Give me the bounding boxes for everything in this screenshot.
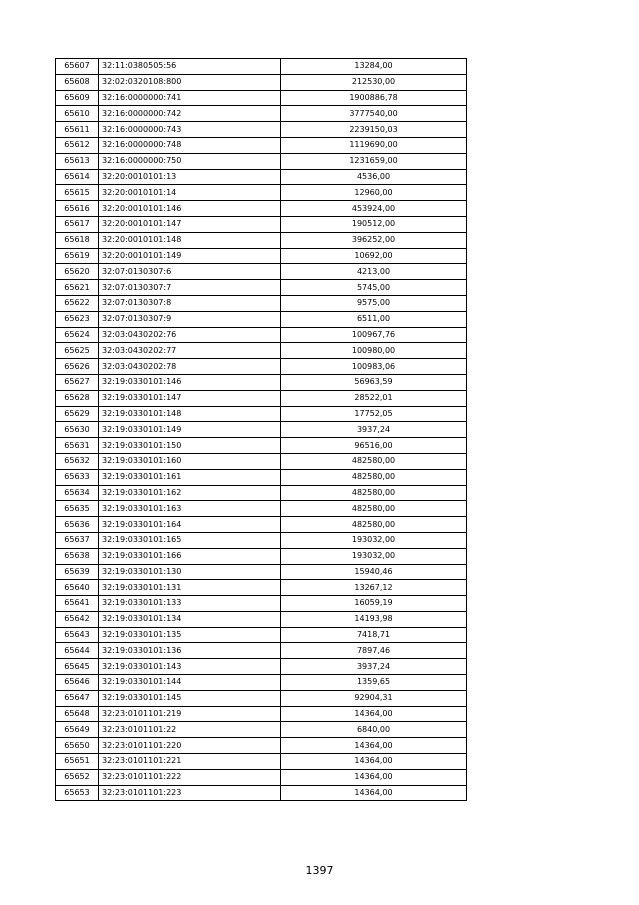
value-cell: 15940,46 — [281, 564, 467, 580]
cadastral-number-cell: 32:19:0330101:133 — [99, 596, 281, 612]
table-row — [56, 675, 467, 691]
cadastral-number-cell: 32:19:0330101:165 — [99, 532, 281, 548]
cadastral-number-cell: 32:20:0010101:14 — [99, 185, 281, 201]
row-number-cell: 65640 — [56, 580, 99, 596]
cadastral-number-cell: 32:03:0430202:77 — [99, 343, 281, 359]
value-cell: 3937,24 — [281, 659, 467, 675]
value-cell: 14364,00 — [281, 785, 467, 801]
value-cell: 28522,01 — [281, 390, 467, 406]
table-row — [56, 248, 467, 264]
cadastral-number-cell: 32:19:0330101:150 — [99, 438, 281, 454]
table-row — [56, 390, 467, 406]
row-number-cell: 65607 — [56, 59, 99, 75]
cadastral-number-cell: 32:03:0430202:76 — [99, 327, 281, 343]
row-number-cell: 65613 — [56, 153, 99, 169]
value-cell: 193032,00 — [281, 548, 467, 564]
cadastral-number-cell: 32:19:0330101:135 — [99, 627, 281, 643]
row-number-cell: 65643 — [56, 627, 99, 643]
cadastral-number-cell: 32:19:0330101:166 — [99, 548, 281, 564]
row-number-cell: 65638 — [56, 548, 99, 564]
cadastral-number-cell: 32:07:0130307:6 — [99, 264, 281, 280]
table-row — [56, 122, 467, 138]
row-number-cell: 65639 — [56, 564, 99, 580]
value-cell: 482580,00 — [281, 453, 467, 469]
table-row — [56, 295, 467, 311]
cadastral-number-cell: 32:19:0330101:131 — [99, 580, 281, 596]
value-cell: 14364,00 — [281, 769, 467, 785]
row-number-cell: 65648 — [56, 706, 99, 722]
value-cell: 2239150,03 — [281, 122, 467, 138]
row-number-cell: 65642 — [56, 611, 99, 627]
row-number-cell: 65611 — [56, 122, 99, 138]
table-row — [56, 722, 467, 738]
value-cell: 5745,00 — [281, 280, 467, 296]
table-row — [56, 106, 467, 122]
cadastral-number-cell: 32:19:0330101:130 — [99, 564, 281, 580]
cadastral-number-cell: 32:16:0000000:750 — [99, 153, 281, 169]
row-number-cell: 65635 — [56, 501, 99, 517]
row-number-cell: 65633 — [56, 469, 99, 485]
table-row — [56, 137, 467, 153]
table-row — [56, 785, 467, 801]
row-number-cell: 65625 — [56, 343, 99, 359]
value-cell: 396252,00 — [281, 232, 467, 248]
row-number-cell: 65609 — [56, 90, 99, 106]
row-number-cell: 65636 — [56, 517, 99, 533]
cadastral-number-cell: 32:20:0010101:147 — [99, 216, 281, 232]
table-row — [56, 769, 467, 785]
row-number-cell: 65629 — [56, 406, 99, 422]
cadastral-number-cell: 32:20:0010101:149 — [99, 248, 281, 264]
cadastral-number-cell: 32:19:0330101:145 — [99, 690, 281, 706]
cadastral-number-cell: 32:23:0101101:221 — [99, 754, 281, 770]
value-cell: 92904,31 — [281, 690, 467, 706]
table-row — [56, 216, 467, 232]
row-number-cell: 65619 — [56, 248, 99, 264]
value-cell: 4536,00 — [281, 169, 467, 185]
table-row — [56, 517, 467, 533]
row-number-cell: 65646 — [56, 675, 99, 691]
cadastral-number-cell: 32:19:0330101:134 — [99, 611, 281, 627]
table-row — [56, 706, 467, 722]
row-number-cell: 65634 — [56, 485, 99, 501]
cadastral-number-cell: 32:19:0330101:161 — [99, 469, 281, 485]
row-number-cell: 65614 — [56, 169, 99, 185]
row-number-cell: 65627 — [56, 374, 99, 390]
row-number-cell: 65618 — [56, 232, 99, 248]
value-cell: 3937,24 — [281, 422, 467, 438]
cadastral-number-cell: 32:23:0101101:22 — [99, 722, 281, 738]
table-row — [56, 232, 467, 248]
table-row — [56, 690, 467, 706]
value-cell: 453924,00 — [281, 201, 467, 217]
row-number-cell: 65651 — [56, 754, 99, 770]
cadastral-number-cell: 32:19:0330101:148 — [99, 406, 281, 422]
table-row — [56, 327, 467, 343]
registry-table — [55, 58, 467, 801]
row-number-cell: 65628 — [56, 390, 99, 406]
row-number-cell: 65622 — [56, 295, 99, 311]
row-number-cell: 65615 — [56, 185, 99, 201]
row-number-cell: 65623 — [56, 311, 99, 327]
row-number-cell: 65645 — [56, 659, 99, 675]
row-number-cell: 65644 — [56, 643, 99, 659]
value-cell: 17752,05 — [281, 406, 467, 422]
table-row — [56, 611, 467, 627]
cadastral-number-cell: 32:23:0101101:223 — [99, 785, 281, 801]
value-cell: 14193,98 — [281, 611, 467, 627]
cadastral-number-cell: 32:19:0330101:146 — [99, 374, 281, 390]
cadastral-number-cell: 32:07:0130307:8 — [99, 295, 281, 311]
cadastral-number-cell: 32:16:0000000:741 — [99, 90, 281, 106]
row-number-cell: 65630 — [56, 422, 99, 438]
value-cell: 482580,00 — [281, 485, 467, 501]
cadastral-number-cell: 32:16:0000000:742 — [99, 106, 281, 122]
row-number-cell: 65631 — [56, 438, 99, 454]
value-cell: 12960,00 — [281, 185, 467, 201]
cadastral-number-cell: 32:19:0330101:162 — [99, 485, 281, 501]
cadastral-number-cell: 32:20:0010101:13 — [99, 169, 281, 185]
cadastral-number-cell: 32:03:0430202:78 — [99, 359, 281, 375]
table-row — [56, 374, 467, 390]
row-number-cell: 65620 — [56, 264, 99, 280]
value-cell: 9575,00 — [281, 295, 467, 311]
cadastral-number-cell: 32:19:0330101:143 — [99, 659, 281, 675]
table-row — [56, 422, 467, 438]
table-row — [56, 501, 467, 517]
table-row — [56, 596, 467, 612]
document-sheet — [55, 58, 466, 801]
row-number-cell: 65616 — [56, 201, 99, 217]
table-row — [56, 359, 467, 375]
cadastral-number-cell: 32:19:0330101:163 — [99, 501, 281, 517]
row-number-cell: 65632 — [56, 453, 99, 469]
value-cell: 10692,00 — [281, 248, 467, 264]
table-row — [56, 343, 467, 359]
registry-table-body — [56, 59, 467, 801]
row-number-cell: 65653 — [56, 785, 99, 801]
table-row — [56, 153, 467, 169]
row-number-cell: 65608 — [56, 74, 99, 90]
table-row — [56, 280, 467, 296]
row-number-cell: 65650 — [56, 738, 99, 754]
row-number-cell: 65652 — [56, 769, 99, 785]
value-cell: 482580,00 — [281, 501, 467, 517]
value-cell: 56963,59 — [281, 374, 467, 390]
table-row — [56, 754, 467, 770]
table-row — [56, 564, 467, 580]
page-number: 1397 — [305, 864, 334, 877]
cadastral-number-cell: 32:20:0010101:148 — [99, 232, 281, 248]
value-cell: 100967,76 — [281, 327, 467, 343]
row-number-cell: 65624 — [56, 327, 99, 343]
value-cell: 7897,46 — [281, 643, 467, 659]
cadastral-number-cell: 32:23:0101101:220 — [99, 738, 281, 754]
cadastral-number-cell: 32:07:0130307:7 — [99, 280, 281, 296]
row-number-cell: 65610 — [56, 106, 99, 122]
value-cell: 6511,00 — [281, 311, 467, 327]
table-row — [56, 264, 467, 280]
value-cell: 212530,00 — [281, 74, 467, 90]
table-row — [56, 438, 467, 454]
row-number-cell: 65649 — [56, 722, 99, 738]
row-number-cell: 65617 — [56, 216, 99, 232]
value-cell: 1359,65 — [281, 675, 467, 691]
cadastral-number-cell: 32:19:0330101:164 — [99, 517, 281, 533]
cadastral-number-cell: 32:19:0330101:136 — [99, 643, 281, 659]
table-row — [56, 580, 467, 596]
table-row — [56, 738, 467, 754]
cadastral-number-cell: 32:23:0101101:222 — [99, 769, 281, 785]
table-row — [56, 532, 467, 548]
table-row — [56, 90, 467, 106]
row-number-cell: 65621 — [56, 280, 99, 296]
cadastral-number-cell: 32:16:0000000:748 — [99, 137, 281, 153]
row-number-cell: 65612 — [56, 137, 99, 153]
table-row — [56, 659, 467, 675]
table-row — [56, 74, 467, 90]
row-number-cell: 65626 — [56, 359, 99, 375]
cadastral-number-cell: 32:20:0010101:146 — [99, 201, 281, 217]
cadastral-number-cell: 32:23:0101101:219 — [99, 706, 281, 722]
table-row — [56, 469, 467, 485]
value-cell: 3777540,00 — [281, 106, 467, 122]
cadastral-number-cell: 32:19:0330101:149 — [99, 422, 281, 438]
table-row — [56, 59, 467, 75]
table-row — [56, 169, 467, 185]
value-cell: 14364,00 — [281, 738, 467, 754]
value-cell: 482580,00 — [281, 517, 467, 533]
value-cell: 100980,00 — [281, 343, 467, 359]
value-cell: 193032,00 — [281, 532, 467, 548]
value-cell: 96516,00 — [281, 438, 467, 454]
value-cell: 190512,00 — [281, 216, 467, 232]
row-number-cell: 65647 — [56, 690, 99, 706]
value-cell: 6840,00 — [281, 722, 467, 738]
value-cell: 1900886,78 — [281, 90, 467, 106]
value-cell: 14364,00 — [281, 754, 467, 770]
value-cell: 4213,00 — [281, 264, 467, 280]
table-row — [56, 627, 467, 643]
cadastral-number-cell: 32:16:0000000:743 — [99, 122, 281, 138]
value-cell: 13284,00 — [281, 59, 467, 75]
value-cell: 482580,00 — [281, 469, 467, 485]
value-cell: 7418,71 — [281, 627, 467, 643]
table-row — [56, 643, 467, 659]
value-cell: 16059,19 — [281, 596, 467, 612]
table-row — [56, 185, 467, 201]
row-number-cell: 65637 — [56, 532, 99, 548]
cadastral-number-cell: 32:19:0330101:144 — [99, 675, 281, 691]
value-cell: 1119690,00 — [281, 137, 467, 153]
table-row — [56, 548, 467, 564]
table-row — [56, 311, 467, 327]
table-row — [56, 201, 467, 217]
table-row — [56, 485, 467, 501]
row-number-cell: 65641 — [56, 596, 99, 612]
cadastral-number-cell: 32:19:0330101:147 — [99, 390, 281, 406]
value-cell: 1231659,00 — [281, 153, 467, 169]
cadastral-number-cell: 32:02:0320108:800 — [99, 74, 281, 90]
cadastral-number-cell: 32:11:0380505:56 — [99, 59, 281, 75]
table-row — [56, 406, 467, 422]
value-cell: 14364,00 — [281, 706, 467, 722]
value-cell: 13267,12 — [281, 580, 467, 596]
cadastral-number-cell: 32:07:0130307:9 — [99, 311, 281, 327]
cadastral-number-cell: 32:19:0330101:160 — [99, 453, 281, 469]
value-cell: 100983,06 — [281, 359, 467, 375]
table-row — [56, 453, 467, 469]
